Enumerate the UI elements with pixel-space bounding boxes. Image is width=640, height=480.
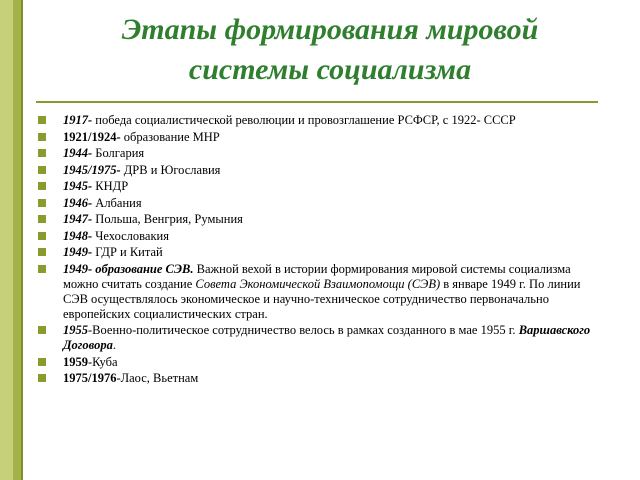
- item-year: 1945/1975-: [63, 162, 121, 177]
- item-year: 1959: [63, 354, 88, 369]
- item-emphasis: Совета Экономической Взаимопомощи (СЭВ): [195, 276, 441, 291]
- item-year: 1949- образование СЭВ.: [63, 261, 194, 276]
- item-text: КНДР: [92, 179, 129, 193]
- square-bullet-icon: [38, 133, 46, 141]
- decor-stripe-light: [0, 0, 13, 480]
- item-text: Польша, Венгрия, Румыния: [92, 212, 243, 226]
- item-year: 1944-: [63, 146, 93, 160]
- square-bullet-icon: [38, 265, 46, 273]
- square-bullet-icon: [38, 166, 46, 174]
- square-bullet-icon: [38, 199, 46, 207]
- list-item: [38, 355, 608, 370]
- list-item: [38, 371, 608, 386]
- item-year: 1921/1924-: [63, 129, 121, 144]
- item-text: -Лаос, Вьетнам: [116, 371, 199, 385]
- list-item: [38, 163, 608, 178]
- list-item: [38, 245, 608, 260]
- list-item: [38, 146, 608, 161]
- square-bullet-icon: [38, 215, 46, 223]
- square-bullet-icon: [38, 149, 46, 157]
- list-item: [38, 229, 608, 244]
- square-bullet-icon: [38, 116, 46, 124]
- item-year: 1946-: [63, 195, 93, 210]
- item-text: Важной вехой в истории формирования мировой системы социализма можно считать создание: [63, 261, 571, 291]
- square-bullet-icon: [38, 358, 46, 366]
- item-year: 1945-: [63, 179, 93, 193]
- item-text: в январе 1949 г. По линии СЭВ осуществлялось экономическое и научно-техническое сотрудничество первоначально европейских социалистических стран.: [63, 276, 581, 321]
- slide-title-line-1: Этапы формирования мировой: [121, 13, 539, 46]
- item-text: победа социалистической революции и провозглашение РСФСР, с 1922- СССР: [92, 113, 516, 127]
- list-item: [38, 196, 608, 211]
- slide-title: [30, 10, 630, 90]
- title-divider: [36, 101, 598, 103]
- item-year: 1955: [63, 323, 88, 337]
- timeline-list: [38, 113, 608, 388]
- decor-stripe-dark: [21, 0, 23, 480]
- item-year: 1917-: [63, 113, 93, 127]
- item-text: ГДР и Китай: [92, 245, 163, 259]
- item-text: -Куба: [88, 354, 118, 369]
- item-year: 1975/1976: [63, 371, 117, 385]
- slide-title-line-2: системы социализма: [188, 53, 472, 86]
- list-item: [38, 179, 608, 194]
- list-item: [38, 130, 608, 145]
- list-item: [38, 113, 608, 128]
- list-item: [38, 262, 608, 322]
- item-text: Болгария: [92, 146, 145, 160]
- item-text: Албания: [92, 195, 142, 210]
- list-item: [38, 323, 608, 353]
- item-text: Чехословакия: [92, 228, 169, 243]
- item-year: 1948-: [63, 228, 93, 243]
- square-bullet-icon: [38, 232, 46, 240]
- square-bullet-icon: [38, 248, 46, 256]
- item-year: 1947-: [63, 212, 93, 226]
- square-bullet-icon: [38, 182, 46, 190]
- square-bullet-icon: [38, 326, 46, 334]
- item-text: образование МНР: [120, 129, 220, 144]
- item-text: .: [112, 338, 116, 352]
- item-text: -Военно-политическое сотрудничество велось в рамках созданного в мае 1955 г.: [88, 323, 519, 337]
- list-item: [38, 212, 608, 227]
- item-text: ДРВ и Югославия: [120, 162, 221, 177]
- item-year: 1949-: [63, 245, 93, 259]
- decor-stripe-mid: [13, 0, 21, 480]
- item-emphasis: Варшавского Договора: [63, 323, 591, 352]
- square-bullet-icon: [38, 374, 46, 382]
